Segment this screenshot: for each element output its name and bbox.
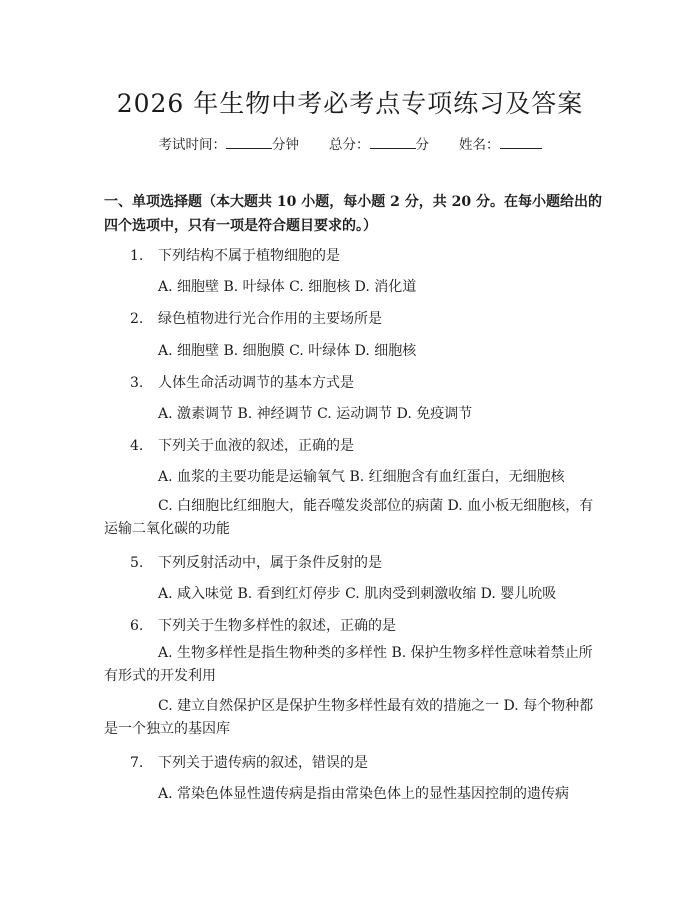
question-number: 3. <box>130 375 144 391</box>
score-unit: 分 <box>415 137 429 153</box>
question-6 <box>130 615 396 635</box>
section-heading: 一、单项选择题（本大题共 10 小题，每小题 2 分，共 20 分。在每小题给出的四个选项中，只有一项是符合题目要求的。） <box>104 194 602 234</box>
question-2-options: A. 细胞壁 B. 细胞膜 C. 叶绿体 D. 细胞核 <box>158 343 417 359</box>
question-number: 2. <box>130 311 144 327</box>
exam-info-line <box>0 133 700 153</box>
question-4-option-line-2: C. 白细胞比红细胞大，能吞噬发炎部位的病菌 D. 血小板无细胞核，有运输二氧化碳的功能 <box>104 498 594 537</box>
question-5 <box>130 552 382 572</box>
question-4-option-line-1: A. 血浆的主要功能是运输氧气 B. 红细胞含有血红蛋白，无细胞核 <box>158 469 565 485</box>
question-7-options: A. 常染色体显性遗传病是指由常染色体上的显性基因控制的遗传病 <box>158 786 570 802</box>
question-5-options: A. 咸入味觉 B. 看到红灯停步 C. 肌肉受到刺激收缩 D. 婴儿吮吸 <box>158 586 557 602</box>
question-stem: 下列关于生物多样性的叙述，正确的是 <box>158 618 396 634</box>
question-stem: 下列关于血液的叙述，正确的是 <box>158 438 354 454</box>
question-3 <box>130 372 354 392</box>
question-4 <box>130 435 354 455</box>
question-number: 6. <box>130 618 144 634</box>
question-stem: 下列结构不属于植物细胞的是 <box>158 248 340 264</box>
question-stem: 下列反射活动中，属于条件反射的是 <box>158 555 382 571</box>
question-2 <box>130 308 382 328</box>
score-label: 总分： <box>329 137 370 153</box>
question-6-option-line-1: A. 生物多样性是指生物种类的多样性 B. 保护生物多样性意味着禁止所有形式的开发利用 <box>104 645 593 684</box>
question-1-options: A. 细胞壁 B. 叶绿体 C. 细胞核 D. 消化道 <box>158 279 417 295</box>
time-label: 考试时间： <box>158 137 226 153</box>
time-unit: 分钟 <box>272 137 299 153</box>
question-number: 7. <box>130 755 144 771</box>
question-stem: 人体生命活动调节的基本方式是 <box>158 375 354 391</box>
question-number: 4. <box>130 438 144 454</box>
question-stem: 下列关于遗传病的叙述，错误的是 <box>158 755 368 771</box>
name-blank[interactable] <box>500 136 542 149</box>
question-number: 1. <box>130 248 144 264</box>
time-field <box>159 133 300 153</box>
question-number: 5. <box>130 555 144 571</box>
question-7 <box>130 752 368 772</box>
time-blank[interactable] <box>226 136 272 149</box>
score-blank[interactable] <box>370 136 416 149</box>
score-field <box>329 133 429 153</box>
question-3-options: A. 激素调节 B. 神经调节 C. 运动调节 D. 免疫调节 <box>158 406 473 422</box>
question-1 <box>130 245 340 265</box>
name-field <box>459 133 542 153</box>
question-stem: 绿色植物进行光合作用的主要场所是 <box>158 311 382 327</box>
document-title: 2026 年生物中考必考点专项练习及答案 <box>116 89 584 118</box>
name-label: 姓名： <box>459 137 500 153</box>
question-6-option-line-2: C. 建立自然保护区是保护生物多样性最有效的措施之一 D. 每个物种都是一个独立的基因库 <box>104 698 594 737</box>
